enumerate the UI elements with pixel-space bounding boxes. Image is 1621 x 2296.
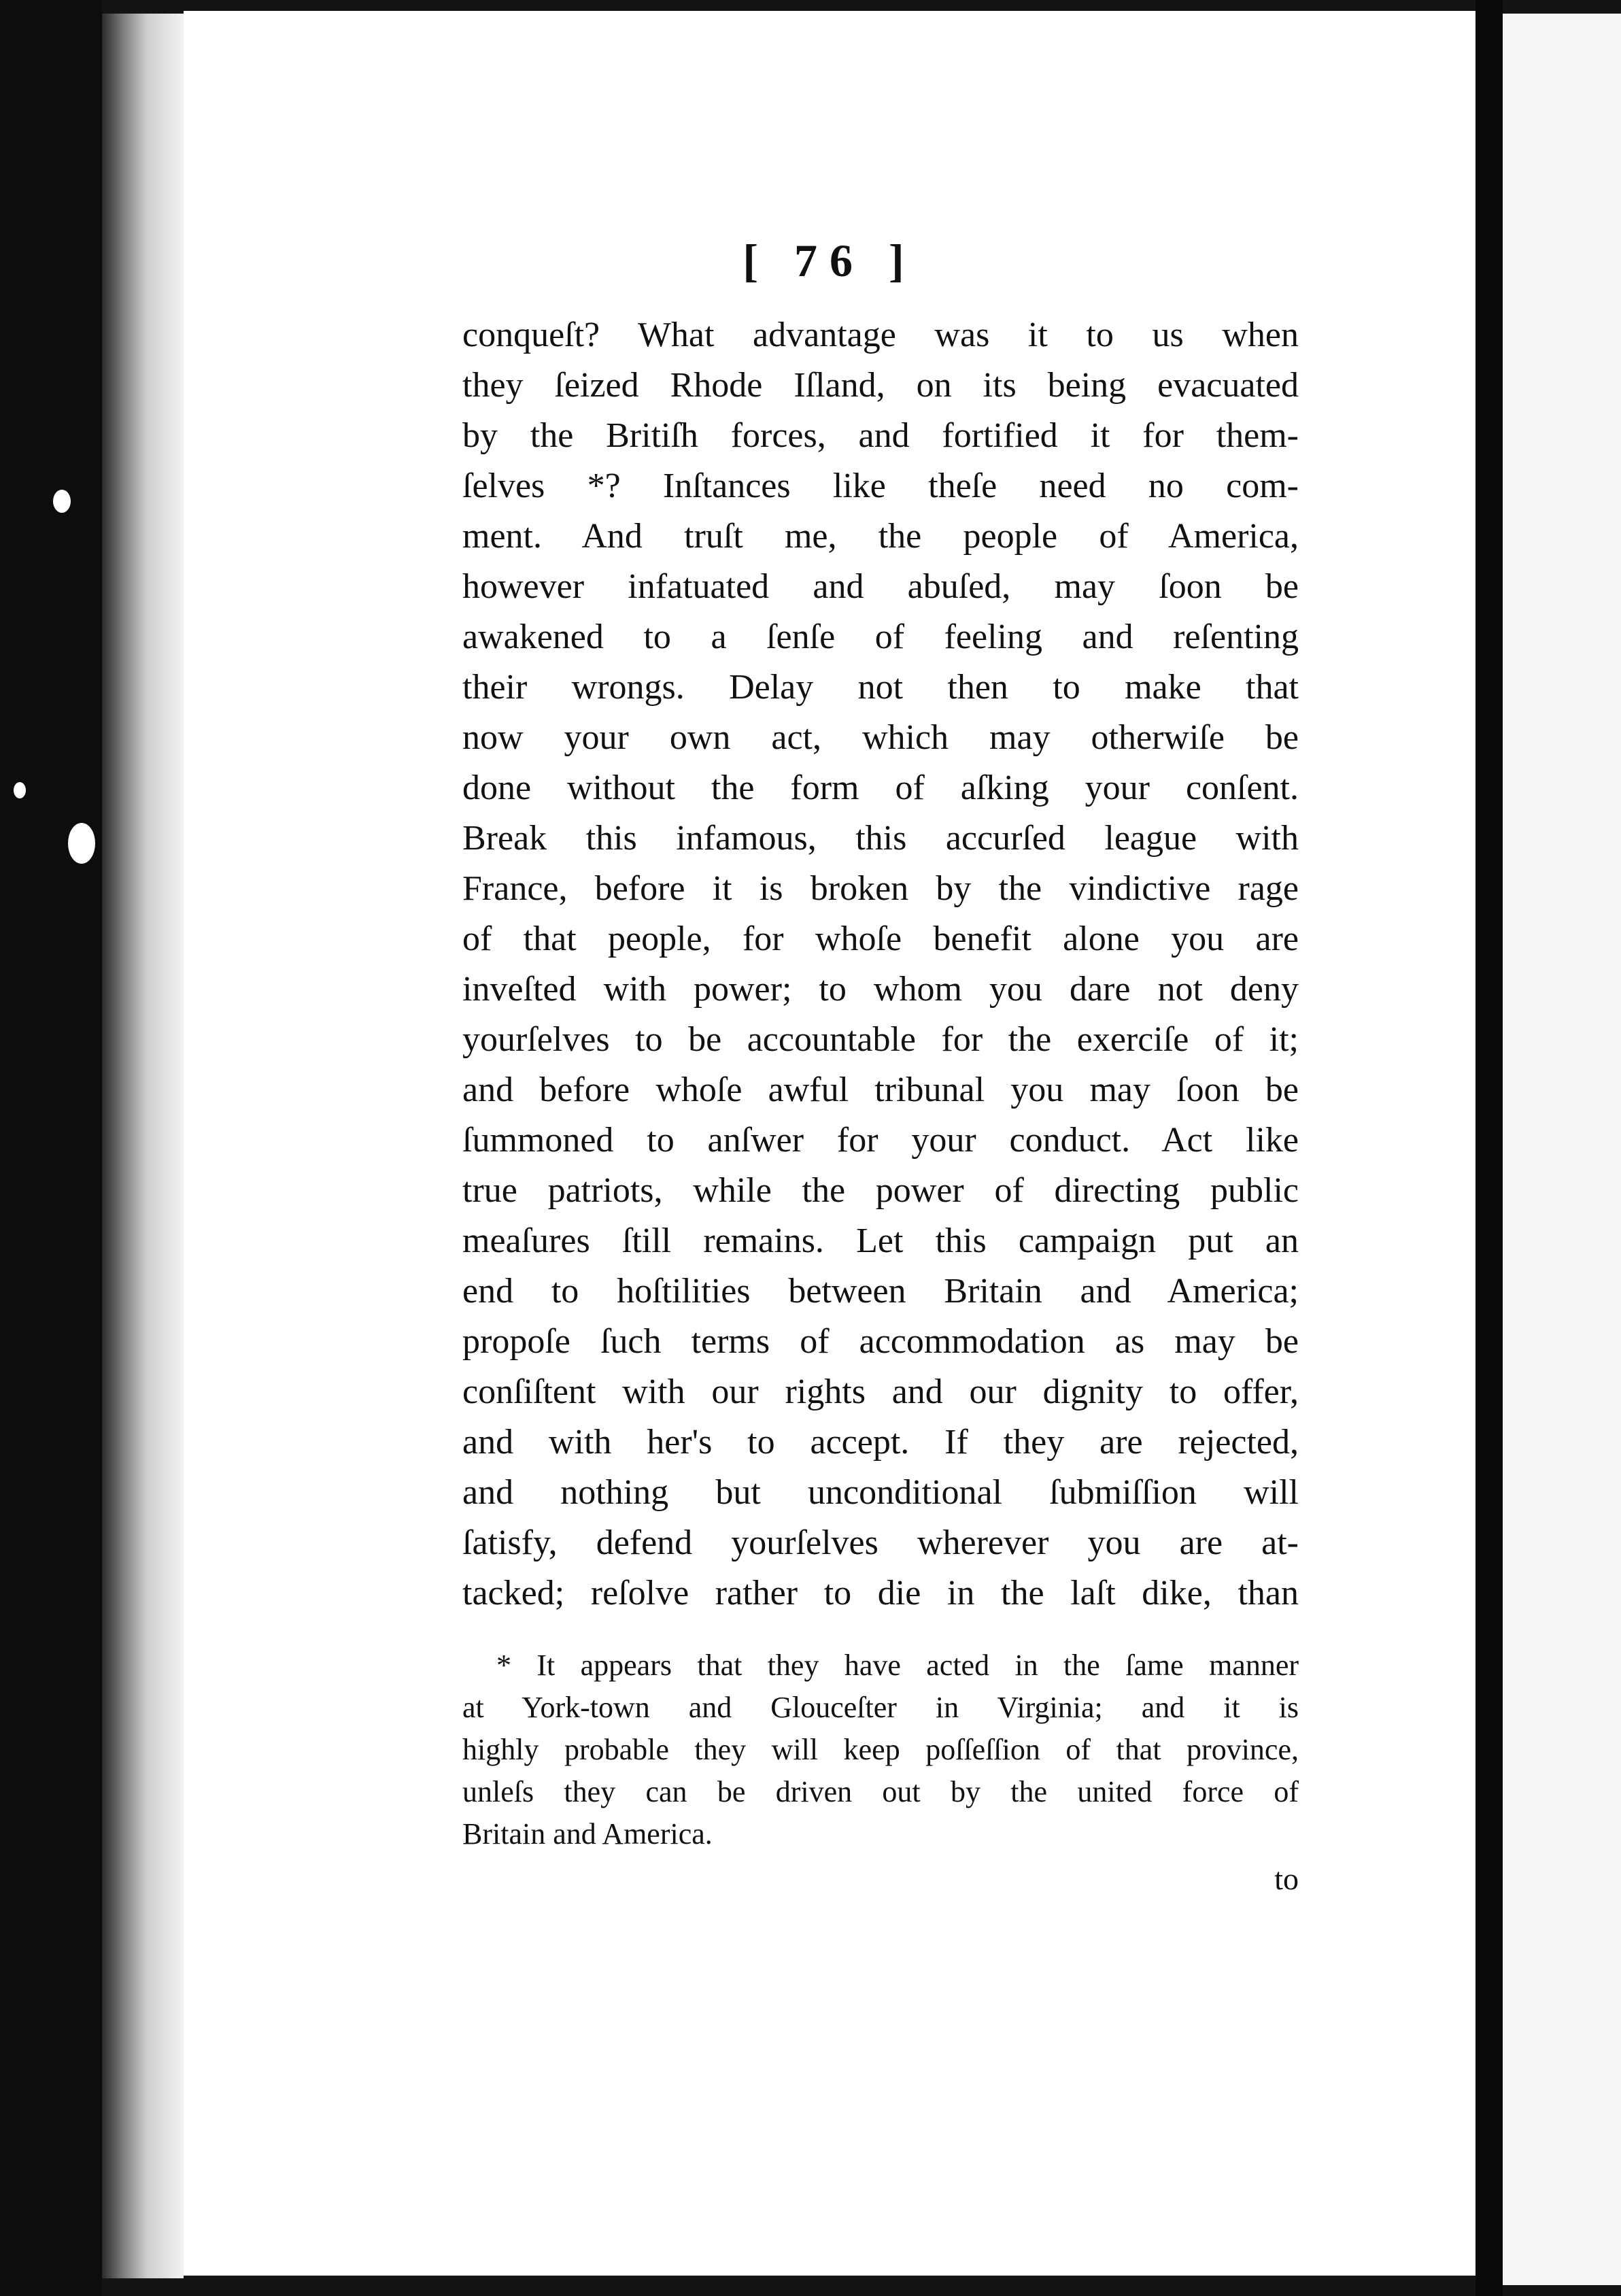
text-line: true patriots, while the power of directing public (462, 1171, 1299, 1210)
footnote (462, 1644, 1299, 1855)
book-binding (0, 0, 102, 2296)
page-number: [ 76 ] (743, 235, 917, 286)
text-line: ſummoned to anſwer for your conduct. Act like (462, 1121, 1299, 1160)
footnote-line: unleſs they can be driven out by the united force of (462, 1775, 1299, 1808)
text-line: done without the form of aſking your conſent. (462, 769, 1299, 807)
text-line: ſelves *? Inſtances like theſe need no com- (462, 467, 1299, 505)
footnote-line: * It appears that they have acted in the ſame manner (496, 1649, 1299, 1682)
text-line: Break this infamous, this accurſed league with (462, 819, 1299, 858)
text-line: however infatuated and abuſed, may ſoon be (462, 567, 1299, 606)
text-line: inveſted with power; to whom you dare not deny (462, 970, 1299, 1009)
text-line: conqueſt? What advantage was it to us when (462, 316, 1299, 354)
text-line: now your own act, which may otherwiſe be (462, 718, 1299, 757)
text-line: of that people, for whoſe benefit alone you are (462, 919, 1299, 958)
text-line: propoſe ſuch terms of accommodation as may be (462, 1322, 1299, 1361)
text-line: yourſelves to be accountable for the exerciſe of it; (462, 1020, 1299, 1059)
text-line: end to hoſtilities between Britain and America; (462, 1272, 1299, 1311)
text-line: their wrongs. Delay not then to make that (462, 668, 1299, 707)
text-line: awakened to a ſenſe of feeling and reſenting (462, 618, 1299, 656)
book-page (184, 11, 1475, 2276)
right-gutter (1475, 0, 1503, 2296)
text-line: ment. And truſt me, the people of America, (462, 517, 1299, 556)
footnote-line: highly probable they will keep poſſeſſion of that province, (462, 1733, 1299, 1766)
paper-speck (14, 782, 26, 798)
text-line: and before whoſe awful tribunal you may ſoon be (462, 1070, 1299, 1109)
text-line: and nothing but unconditional ſubmiſſion will (462, 1473, 1299, 1512)
paper-speck (68, 823, 95, 864)
footnote-line: at York-town and Glouceſter in Virginia; and it is (462, 1691, 1299, 1724)
text-line: ſatisfy, defend yourſelves wherever you are at- (462, 1523, 1299, 1562)
text-line: conſiſtent with our rights and our dignity to offer, (462, 1372, 1299, 1411)
text-line: France, before it is broken by the vindictive rage (462, 869, 1299, 908)
paper-speck (53, 490, 71, 513)
body-text (462, 310, 1299, 1619)
text-line: and with her's to accept. If they are rejected, (462, 1423, 1299, 1462)
page-gutter-shadow (102, 14, 184, 2278)
catchword: to (1274, 1861, 1299, 1896)
text-line: by the Britiſh forces, and fortified it for them- (462, 416, 1299, 455)
footnote-line: Britain and America. (462, 1817, 713, 1851)
text-line: tacked; reſolve rather to die in the laſt dike, than (462, 1574, 1299, 1613)
text-line: meaſures ſtill remains. Let this campaign put an (462, 1221, 1299, 1260)
text-line: they ſeized Rhode Iſland, on its being evacuated (462, 366, 1299, 405)
next-page-edge (1503, 14, 1621, 2285)
